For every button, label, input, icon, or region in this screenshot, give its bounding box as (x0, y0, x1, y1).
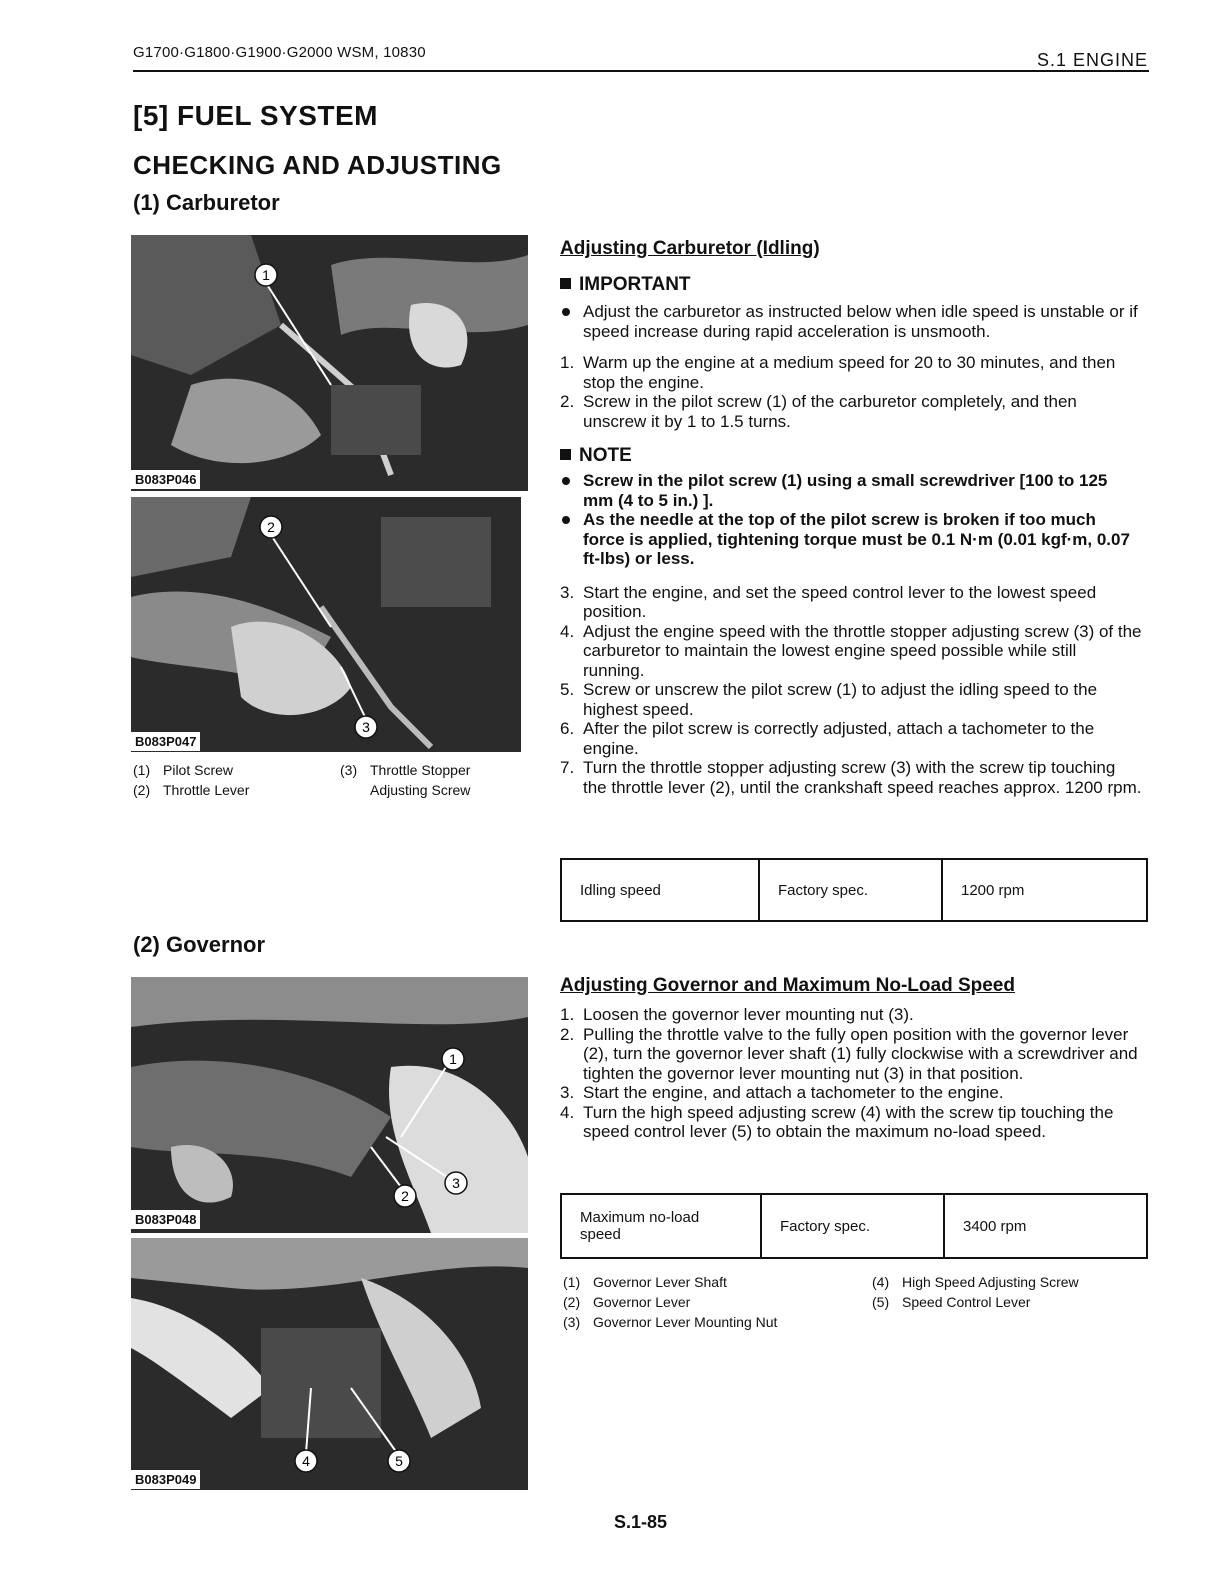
spec-item: Idling speed (561, 859, 759, 921)
section-title: [5] FUEL SYSTEM (133, 100, 379, 131)
note-1: Screw in the pilot screw (1) using a small screwdriver [100 to 125 mm (4 to 5 in.) ]. (560, 471, 1142, 510)
idling-speed-spec-table (560, 858, 1148, 922)
important-text: Adjust the carburetor as instructed below when idle speed is unstable or if speed increase during rapid acceleration is unsmooth. (560, 302, 1142, 341)
governor-heading: (2) Governor (133, 932, 266, 957)
governor-step-2: 2. Pulling the throttle valve to the fully open position with the governor lever (2), turn the governor lever shaft (1) fully clockwise with a screwdriver and tighten the governor lever mounting nut (3) in that position. (560, 1024, 1138, 1083)
governor-callout-3: 3 (452, 1175, 460, 1191)
governor-legend-right: (4) High Speed Adjusting Screw (5) Speed Control Lever (872, 1274, 1079, 1310)
governor-adjust-title: Adjusting Governor and Maximum No-Load Speed (560, 975, 1015, 996)
carburetor-step-5: 5. Screw or unscrew the pilot screw (1) to adjust the idling speed to the highest speed. (560, 680, 1098, 719)
governor-step-3: 3. Start the engine, and attach a tachometer to the engine. (560, 1083, 1004, 1102)
carburetor-heading: (1) Carburetor (133, 190, 280, 215)
important-label: IMPORTANT (560, 274, 1142, 296)
governor-callout-2: 2 (401, 1188, 409, 1204)
carburetor-step-2: 2. Screw in the pilot screw (1) of the carburetor completely, and then unscrew it by 1 to 1.5 turns. (560, 392, 1077, 431)
max-no-load-spec-table (560, 1193, 1148, 1259)
governor-photo-1 (131, 977, 528, 1233)
governor-photo-2 (131, 1238, 528, 1490)
governor-callout-4: 4 (302, 1453, 310, 1469)
callout-3: 3 (362, 719, 370, 735)
photo-code-b083p049: B083P049 (131, 1470, 200, 1489)
carburetor-step-4: 4. Adjust the engine speed with the throttle stopper adjusting screw (3) of the carburetor to maintain the lowest engine speed possible while still running. (560, 621, 1142, 680)
page-number: S.1-85 (614, 1512, 668, 1532)
carburetor-photo-1 (131, 235, 528, 491)
spec-type: Factory spec. (761, 1194, 944, 1258)
header-rule (133, 70, 1149, 72)
carburetor-step-6: 6. After the pilot screw is correctly adjusted, attach a tachometer to the engine. (560, 719, 1095, 758)
spec-item: Maximum no-load speed (561, 1194, 761, 1258)
note-label: NOTE (560, 445, 1142, 467)
header-chapter: S.1 ENGINE (1036, 50, 1148, 70)
callout-1: 1 (262, 267, 270, 283)
spec-value: 1200 rpm (942, 859, 1147, 921)
header-model-ref: G1700·G1800·G1900·G2000 WSM, 10830 (133, 44, 426, 61)
carburetor-legend-right: (3) Throttle Stopper Adjusting Screw (340, 762, 471, 798)
photo-code-b083p048: B083P048 (131, 1210, 200, 1229)
photo-code-b083p046: B083P046 (131, 470, 200, 489)
governor-legend-left: (1) Governor Lever Shaft (2) Governor Lever (3) Governor Lever Mounting Nut (563, 1274, 778, 1330)
square-bullet-icon (560, 449, 571, 460)
note-2: As the needle at the top of the pilot screw is broken if too much force is applied, tightening torque must be 0.1 N·m (0.01 kgf·m, 0.07 ft-lbs) or less. (560, 510, 1142, 569)
spec-type: Factory spec. (759, 859, 942, 921)
carburetor-step-1: 1. Warm up the engine at a medium speed for 20 to 30 minutes, and then stop the engine. (560, 353, 1116, 392)
carburetor-instructions (560, 238, 1142, 797)
carburetor-adjust-title: Adjusting Carburetor (Idling) (560, 238, 820, 259)
governor-callout-1: 1 (449, 1051, 457, 1067)
photo-code-b083p047: B083P047 (131, 732, 200, 751)
carburetor-step-3: 3. Start the engine, and set the speed control lever to the lowest speed position. (560, 582, 1097, 621)
subsection-title: CHECKING AND ADJUSTING (133, 150, 502, 180)
governor-step-4: 4. Turn the high speed adjusting screw (4) with the screw tip touching the speed control lever (5) to obtain the maximum no-load speed. (560, 1102, 1114, 1141)
carburetor-step-7: 7. Turn the throttle stopper adjusting screw (3) with the screw tip touching the throttle lever (2), until the crankshaft speed reaches approx. 1200 rpm. (560, 758, 1142, 797)
callout-2: 2 (267, 519, 275, 535)
square-bullet-icon (560, 278, 571, 289)
governor-callout-5: 5 (395, 1453, 403, 1469)
governor-step-1: 1. Loosen the governor lever mounting nut (3). (560, 1005, 914, 1024)
spec-value: 3400 rpm (944, 1194, 1147, 1258)
carburetor-legend-left: (1) Pilot Screw (2) Throttle Lever (133, 762, 250, 798)
governor-instructions (560, 975, 1142, 1142)
carburetor-photo-2 (131, 497, 521, 752)
